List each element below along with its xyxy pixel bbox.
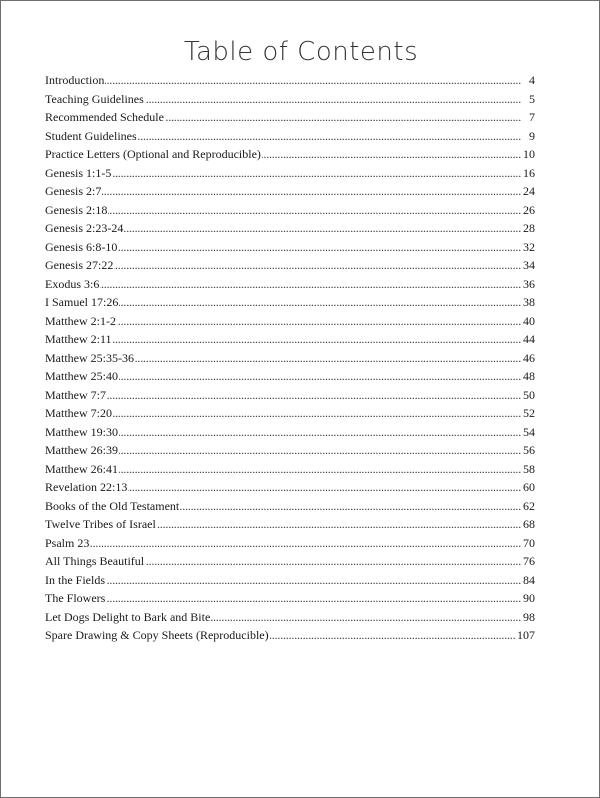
toc-entry-title: . . . Practice Letters (Optional and Reproducible) <box>45 145 262 164</box>
toc-entry-page-number: 10 <box>521 145 535 164</box>
toc-entry-title: . . . Matthew 2:11 <box>45 330 113 349</box>
toc-entry-title: . . . Genesis 2:7 <box>45 182 102 201</box>
toc-entry-page-number: 76 <box>521 552 535 571</box>
toc-entry-title: . . . The Flowers <box>45 589 106 608</box>
toc-entry-title: . . . Matthew 25:40 <box>45 367 119 386</box>
toc-entry-page-number: 68 <box>521 515 535 534</box>
toc-entry-page-number: 5 <box>527 90 535 109</box>
toc-entry-page-number: 32 <box>521 238 535 257</box>
toc-entry <box>45 182 535 201</box>
toc-entry-page-number: 26 <box>521 201 535 220</box>
toc-entry-title: . . . Revelation 22:13 <box>45 478 128 497</box>
toc-entry <box>45 127 535 146</box>
toc-entry <box>45 275 535 294</box>
toc-entry-page-number: 84 <box>521 571 535 590</box>
page-title: Table of Contents <box>183 37 419 67</box>
toc-entry-page-number: 46 <box>521 349 535 368</box>
toc-entry <box>45 386 535 405</box>
toc-entry <box>45 571 535 590</box>
toc-entry <box>45 312 535 331</box>
toc-entry-page-number: 58 <box>521 460 535 479</box>
toc-entry-page-number: 16 <box>521 164 535 183</box>
toc-entry-page-number: 56 <box>521 441 535 460</box>
toc-entry-page-number: 9 <box>527 127 535 146</box>
toc-entry-page-number: 38 <box>521 293 535 312</box>
toc-entry-title: . . . Let Dogs Delight to Bark and Bite <box>45 608 211 627</box>
toc-entry <box>45 164 535 183</box>
toc-entry-title: . . . Matthew 26:39 <box>45 441 119 460</box>
toc-entry-page-number: 24 <box>521 182 535 201</box>
toc-entry <box>45 478 535 497</box>
toc-entry-page-number: 70 <box>521 534 535 553</box>
toc-entry-page-number: 107 <box>515 626 535 645</box>
toc-entry-title: . . . Matthew 2:1-2 <box>45 312 117 331</box>
toc-entry <box>45 460 535 479</box>
toc-entry-page-number: 54 <box>521 423 535 442</box>
toc-entry <box>45 626 535 645</box>
toc-entry-page-number: 98 <box>521 608 535 627</box>
toc-entry-title: . . . Genesis 6:8-10 <box>45 238 118 257</box>
toc-entry-title: . . . Matthew 19:30 <box>45 423 119 442</box>
toc-entry-page-number: 4 <box>527 71 535 90</box>
toc-entry <box>45 534 535 553</box>
toc-entry-page-number: 40 <box>521 312 535 331</box>
toc-entry <box>45 293 535 312</box>
toc-entry <box>45 367 535 386</box>
toc-entry-title: . . . Psalm 23 <box>45 534 90 553</box>
toc-entry <box>45 441 535 460</box>
toc-entry-page-number: 90 <box>521 589 535 608</box>
toc-entry-page-number: 60 <box>521 478 535 497</box>
toc-entry-page-number: 36 <box>521 275 535 294</box>
toc-entry-page-number: 28 <box>521 219 535 238</box>
toc-entry <box>45 589 535 608</box>
table-of-contents <box>45 71 535 645</box>
toc-entry <box>45 256 535 275</box>
toc-entry-title: . . . Genesis 1:1-5 <box>45 164 112 183</box>
toc-entry-title: . . . Introduction <box>45 71 105 90</box>
toc-entry <box>45 201 535 220</box>
toc-entry-title: . . . Teaching Guidelines <box>45 90 145 109</box>
toc-entry-title: . . . Matthew 25:35-36 <box>45 349 135 368</box>
toc-entry <box>45 145 535 164</box>
toc-entry-title: . . . Genesis 2:18 <box>45 201 108 220</box>
toc-entry-title: . . . Matthew 7:20 <box>45 404 113 423</box>
toc-entry-page-number: 52 <box>521 404 535 423</box>
toc-entry <box>45 330 535 349</box>
toc-entry <box>45 552 535 571</box>
toc-entry-page-number: 62 <box>521 497 535 516</box>
toc-entry-title: . . . Twelve Tribes of Israel <box>45 515 157 534</box>
toc-entry <box>45 90 535 109</box>
toc-entry-title: . . . Spare Drawing & Copy Sheets (Reproducible) <box>45 626 270 645</box>
toc-entry-title: . . . All Things Beautiful <box>45 552 145 571</box>
toc-entry <box>45 219 535 238</box>
toc-entry-title: . . . I Samuel 17:26 <box>45 293 119 312</box>
toc-entry-title: . . . Genesis 2:23-24 <box>45 219 124 238</box>
toc-entry-title: . . . Books of the Old Testament <box>45 497 180 516</box>
toc-entry <box>45 404 535 423</box>
toc-entry <box>45 108 535 127</box>
toc-entry-page-number: 7 <box>527 108 535 127</box>
toc-entry-title: . . . Recommended Schedule <box>45 108 165 127</box>
toc-entry-page-number: 50 <box>521 386 535 405</box>
toc-entry <box>45 238 535 257</box>
toc-entry-page-number: 48 <box>521 367 535 386</box>
toc-entry <box>45 608 535 627</box>
toc-entry <box>45 497 535 516</box>
toc-entry <box>45 349 535 368</box>
toc-entry-title: . . . Student Guidelines <box>45 127 138 146</box>
toc-entry-title: . . . Matthew 26:41 <box>45 460 119 479</box>
toc-entry-title: . . . Genesis 27:22 <box>45 256 114 275</box>
toc-entry <box>45 71 535 90</box>
toc-entry-page-number: 44 <box>521 330 535 349</box>
toc-entry-page-number: 34 <box>521 256 535 275</box>
toc-entry-title: . . . Matthew 7:7 <box>45 386 107 405</box>
toc-entry <box>45 423 535 442</box>
toc-entry <box>45 515 535 534</box>
toc-entry-title: . . . In the Fields <box>45 571 106 590</box>
toc-entry-title: . . . Exodus 3:6 <box>45 275 100 294</box>
